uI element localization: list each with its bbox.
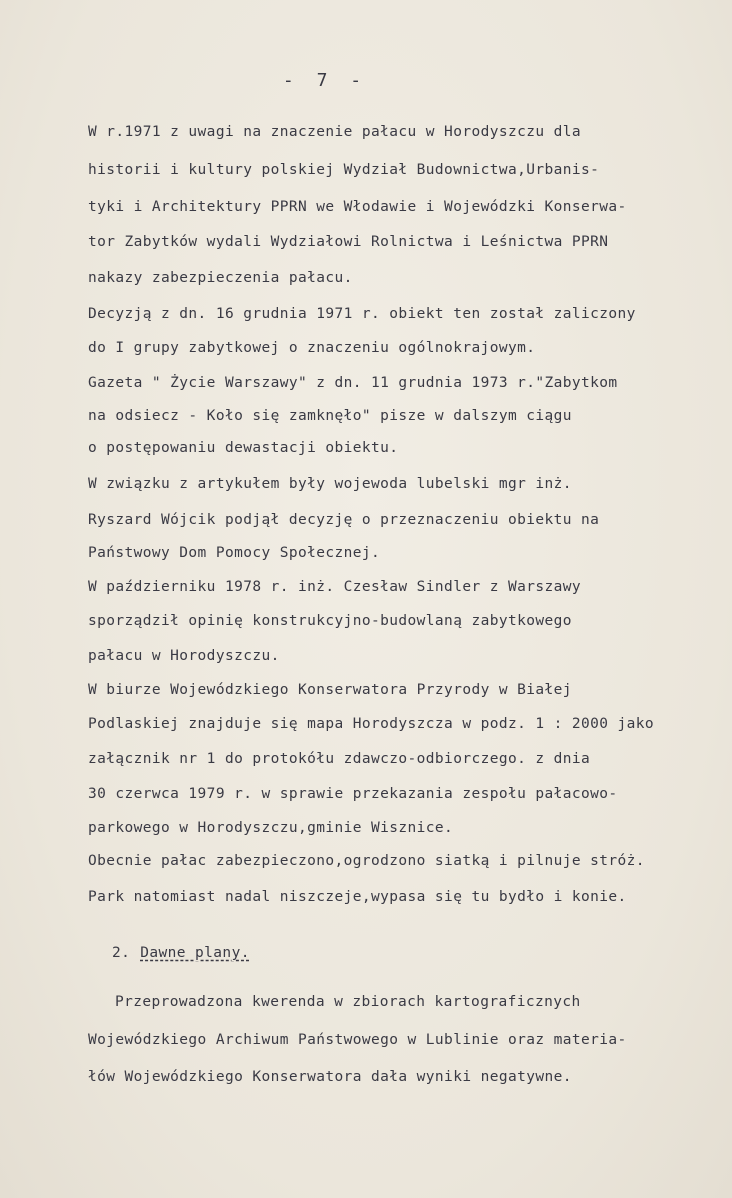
section-heading	[112, 943, 250, 963]
text-line: Przeprowadzona kwerenda w zbiorach kartograficznych	[115, 994, 581, 1010]
page-number: - 7 -	[282, 70, 368, 91]
text-line: do I grupy zabytkowej o znaczeniu ogólnokrajowym.	[88, 340, 536, 356]
section-number: 2.	[112, 945, 131, 961]
section-title: Dawne plany.	[140, 945, 250, 961]
text-line: załącznik nr 1 do protokółu zdawczo-odbiorczego. z dnia	[88, 751, 591, 767]
text-line: nakazy zabezpieczenia pałacu.	[88, 270, 353, 286]
text-line: na odsiecz - Koło się zamknęło" pisze w dalszym ciągu	[88, 408, 572, 424]
text-line: tor Zabytków wydali Wydziałowi Rolnictwa i Leśnictwa PPRN	[88, 234, 609, 250]
text-line: Decyzją z dn. 16 grudnia 1971 r. obiekt ten został zaliczony	[88, 306, 636, 322]
text-line: 30 czerwca 1979 r. w sprawie przekazania zespołu pałacowo-	[88, 786, 618, 802]
text-line: pałacu w Horodyszczu.	[88, 648, 280, 664]
text-line: Wojewódzkiego Archiwum Państwowego w Lublinie oraz materia-	[88, 1032, 627, 1048]
text-line: W r.1971 z uwagi na znaczenie pałacu w Horodyszczu dla	[88, 124, 582, 140]
text-line: parkowego w Horodyszczu,gminie Wisznice.	[88, 820, 454, 836]
text-line: W biurze Wojewódzkiego Konserwatora Przyrody w Białej	[88, 682, 572, 698]
text-line: W październiku 1978 r. inż. Czesław Sindler z Warszawy	[88, 579, 582, 595]
text-line: Podlaskiej znajduje się mapa Horodyszcza w podz. 1 : 2000 jako	[88, 716, 655, 732]
text-line: W związku z artykułem były wojewoda lubelski mgr inż.	[88, 476, 572, 492]
text-line: łów Wojewódzkiego Konserwatora dała wyniki negatywne.	[88, 1069, 572, 1085]
text-line: tyki i Architektury PPRN we Włodawie i Wojewódzki Konserwa-	[88, 199, 627, 215]
text-line: Gazeta " Życie Warszawy" z dn. 11 grudnia 1973 r."Zabytkom	[88, 375, 618, 391]
text-line: historii i kultury polskiej Wydział Budownictwa,Urbanis-	[88, 162, 600, 178]
text-line: Państwowy Dom Pomocy Społecznej.	[88, 545, 381, 561]
text-line: Park natomiast nadal niszczeje,wypasa się tu bydło i konie.	[88, 889, 627, 905]
text-line: Obecnie pałac zabezpieczono,ogrodzono siatką i pilnuje stróż.	[88, 853, 645, 869]
text-line: sporządził opinię konstrukcyjno-budowlaną zabytkowego	[88, 613, 572, 629]
text-line: Ryszard Wójcik podjął decyzję o przeznaczeniu obiektu na	[88, 512, 600, 528]
text-line: o postępowaniu dewastacji obiektu.	[88, 440, 399, 456]
